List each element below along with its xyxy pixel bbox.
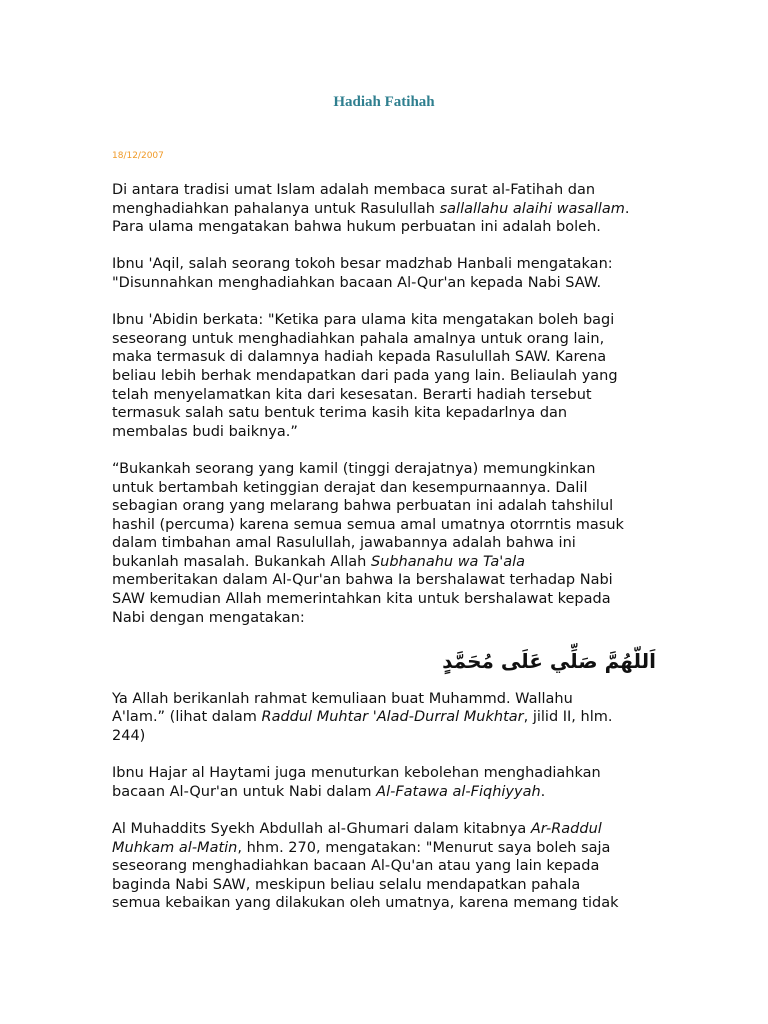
text-line [112, 590, 662, 609]
text-line [112, 690, 662, 709]
arabic-prayer-text: اَللّهُمَّ صَلِّي عَلَى مُحَمَّدٍ [442, 648, 656, 673]
text-segment: "Disunnahkan menghadiahkan bacaan Al-Qur'an kepada Nabi SAW. [112, 274, 602, 291]
text-segment: beliau lebih berhak mendapatkan dari pada yang lain. Beliaulah yang [112, 367, 618, 384]
italic-text: sallallahu alaihi wasallam [439, 200, 625, 217]
text-segment: . [540, 783, 546, 800]
text-segment: semua kebaikan yang dilakukan oleh umatnya, karena memang tidak [112, 895, 619, 912]
text-segment: termasuk salah satu bentuk terima kasih kita kepadarlnya dan [112, 405, 568, 422]
text-line [112, 553, 662, 572]
italic-text: Muhkam al-Matin [112, 839, 238, 856]
text-line [112, 479, 662, 498]
text-line [112, 367, 662, 386]
text-line [112, 876, 662, 895]
text-line [112, 708, 662, 727]
text-line [112, 330, 662, 349]
text-segment: , hhm. 270, mengatakan: "Menurut saya boleh saja [237, 839, 611, 856]
text-segment: menghadiahkan pahalanya untuk Rasulullah [112, 200, 440, 217]
text-segment: Nabi dengan mengatakan: [112, 609, 305, 626]
text-line [112, 423, 662, 442]
article-body [112, 181, 662, 932]
text-line [112, 820, 662, 839]
text-segment: seseorang menghadiahkan bacaan Al-Qu'an atau yang lain kepada [112, 858, 600, 875]
article-date: 18/12/2007 [112, 151, 164, 161]
paragraph [112, 311, 662, 441]
italic-text: Raddul Muhtar 'Alad-Durral Mukhtar [261, 709, 524, 726]
text-segment: baginda Nabi SAW, meskipun beliau selalu mendapatkan pahala [112, 876, 581, 893]
text-line [112, 274, 662, 293]
text-segment: Al Muhaddits Syekh Abdullah al-Ghumari dalam kitabnya [112, 821, 531, 837]
text-segment: telah menyelamatkan kita dari kesesatan. Berarti hadiah tersebut [112, 386, 592, 403]
text-segment: Para ulama mengatakan bahwa hukum perbuatan ini adalah boleh. [112, 219, 601, 236]
text-line [112, 200, 662, 219]
paragraph [112, 255, 662, 292]
text-line [112, 609, 662, 628]
text-line [112, 404, 662, 423]
paragraph [112, 460, 662, 627]
text-line [112, 727, 662, 746]
paragraph [112, 820, 662, 913]
article-title: Hadiah Fatihah [333, 94, 435, 110]
text-line [112, 460, 662, 479]
text-segment: A'lam.” (lihat dalam [112, 709, 262, 726]
text-segment: bukanlah masalah. Bukankah Allah [112, 553, 371, 570]
paragraph [112, 690, 662, 746]
text-segment: membalas budi baiknya.” [112, 423, 298, 440]
paragraph [112, 181, 662, 237]
text-segment: 244) [112, 728, 146, 745]
text-line [112, 348, 662, 367]
text-segment: memberitakan dalam Al-Qur'an bahwa Ia bershalawat terhadap Nabi [112, 572, 613, 589]
text-segment: , jilid II, hlm. [523, 709, 613, 726]
italic-text: Ar-Raddul [530, 821, 602, 837]
text-line [112, 764, 662, 783]
text-segment: “Bukankah seorang yang kamil (tinggi derajatnya) memungkinkan [112, 460, 596, 477]
text-line [112, 386, 662, 405]
text-line [112, 783, 662, 802]
text-segment: Ibnu 'Aqil, salah seorang tokoh besar madzhab Hanbali mengatakan: [112, 256, 613, 273]
text-segment: Ibnu 'Abidin berkata: "Ketika para ulama kita mengatakan boleh bagi [112, 312, 615, 329]
text-line [112, 534, 662, 553]
text-segment: . [624, 200, 630, 217]
paragraph [112, 764, 662, 801]
text-line [112, 497, 662, 516]
text-line [112, 857, 662, 876]
italic-text: Subhanahu wa Ta'ala [370, 553, 526, 570]
text-segment: sebagian orang yang melarang bahwa perbuatan ini adalah tahshilul [112, 498, 614, 515]
text-segment: maka termasuk di dalamnya hadiah kepada Rasulullah SAW. Karena [112, 349, 607, 366]
text-line [112, 255, 662, 274]
text-segment: dalam timbahan amal Rasulullah, jawabannya adalah bahwa ini [112, 535, 576, 552]
text-line [112, 516, 662, 535]
text-segment: untuk bertambah ketinggian derajat dan kesempurnaannya. Dalil [112, 479, 588, 496]
text-segment: bacaan Al-Qur'an untuk Nabi dalam [112, 783, 377, 800]
italic-text: Al-Fatawa al-Fiqhiyyah [376, 783, 541, 800]
text-segment: Ya Allah berikanlah rahmat kemuliaan buat Muhammd. Wallahu [112, 690, 573, 707]
text-line [112, 181, 662, 200]
text-line [112, 894, 662, 913]
text-segment: SAW kemudian Allah memerintahkan kita untuk bershalawat kepada [112, 591, 611, 608]
text-line [112, 571, 662, 590]
text-segment: Di antara tradisi umat Islam adalah membaca surat al-Fatihah dan [112, 182, 596, 198]
text-line [112, 218, 662, 237]
text-segment: Ibnu Hajar al Haytami juga menuturkan kebolehan menghadiahkan [112, 765, 601, 782]
text-segment: hashil (percuma) karena semua semua amal umatnya otorrntis masuk [112, 516, 624, 533]
text-segment: seseorang untuk menghadiahkan pahala amalnya untuk orang lain, [112, 330, 605, 347]
text-line [112, 311, 662, 330]
text-line [112, 839, 662, 858]
